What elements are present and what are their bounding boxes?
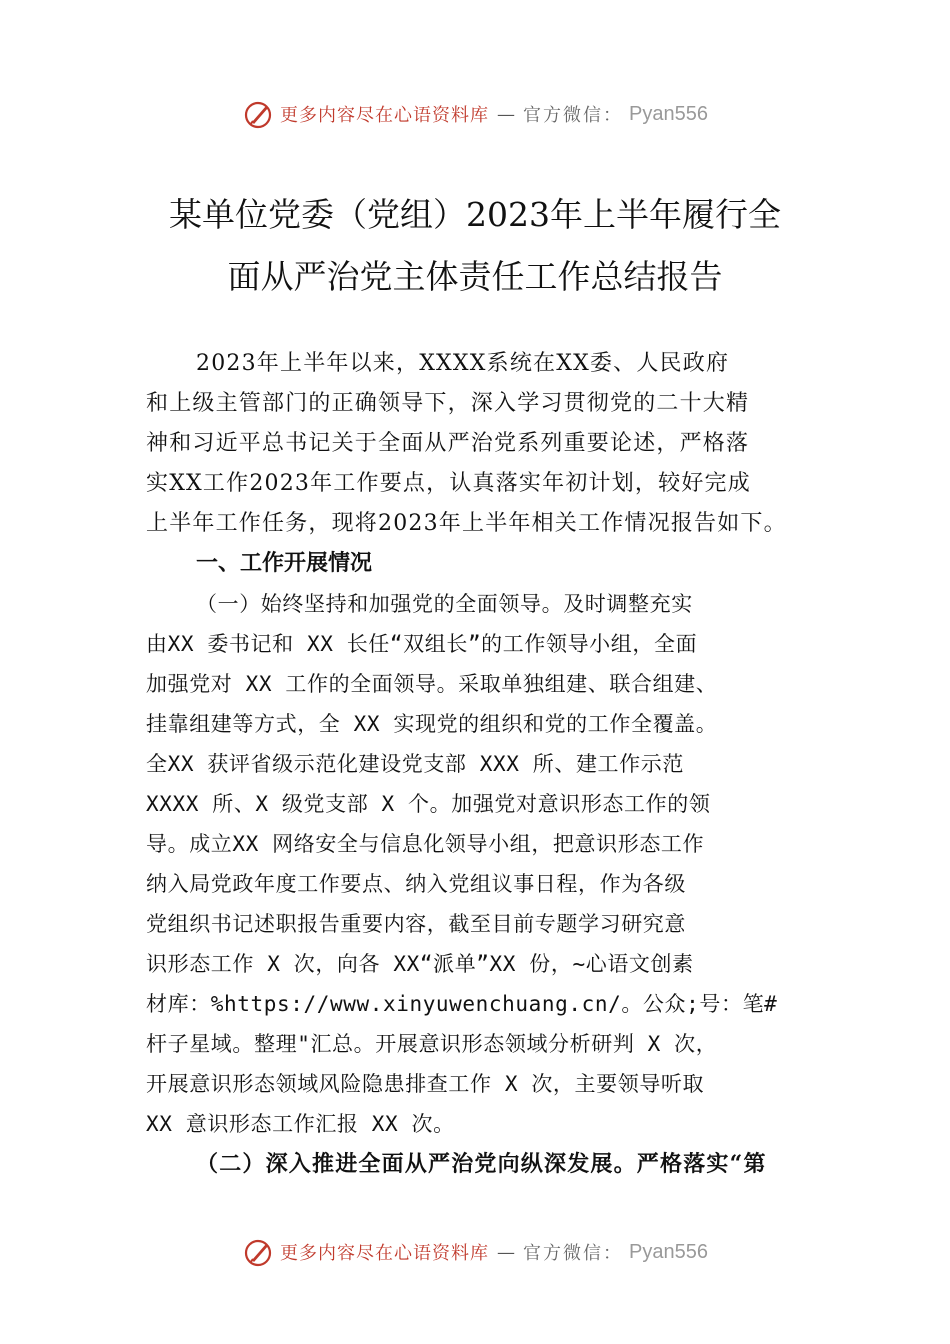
paragraph-line: XX 意识形态工作汇报 XX 次。	[146, 1112, 455, 1136]
intro-line: 神和习近平总书记关于全面从严治党系列重要论述，严格落	[146, 431, 750, 456]
banner-wechat-label: 官方微信：	[523, 1243, 624, 1264]
intro-line: 2023年上半年以来，XXXX系统在XX委、人民政府	[196, 351, 730, 376]
quill-seal-logo-icon	[242, 1236, 274, 1268]
footer-banner	[0, 1232, 950, 1272]
paragraph-line: 加强党对 XX 工作的全面领导。采取单独组建、联合组建、	[146, 672, 718, 696]
banner-dash: —	[497, 1241, 516, 1263]
intro-line: 和上级主管部门的正确领导下，深入学习贯彻党的二十大精	[146, 391, 750, 416]
paragraph-line: XXXX 所、X 级党支部 X 个。加强党对意识形态工作的领	[146, 792, 711, 816]
intro-line: 实XX工作2023年工作要点，认真落实年初计划，较好完成	[146, 471, 751, 496]
paragraph-line: 材库：%https://www.xinyuwenchuang.cn/。公众;号：笔#	[146, 992, 778, 1016]
banner-main-text: 更多内容尽在心语资料库	[280, 1243, 490, 1264]
document-body	[146, 344, 816, 1184]
subsection-line: （二）深入推进全面从严治党向纵深发展。严格落实“第	[196, 1151, 767, 1177]
paragraph-line: 开展意识形态领域风险隐患排查工作 X 次，主要领导听取	[146, 1072, 705, 1096]
banner-wechat-id: Pyan556	[629, 1240, 708, 1263]
title-line: 面从严治党主体责任工作总结报告	[227, 257, 723, 296]
section-heading: 一、工作开展情况	[196, 551, 373, 576]
paragraph-line: （一）始终坚持和加强党的全面领导。及时调整充实	[196, 592, 693, 616]
document-title	[100, 184, 850, 308]
banner-main-text: 更多内容尽在心语资料库	[280, 105, 490, 126]
paragraph-line: 党组织书记述职报告重要内容，截至目前专题学习研究意	[146, 912, 686, 936]
paragraph-line: 纳入局党政年度工作要点、纳入党组议事日程，作为各级	[146, 872, 686, 896]
banner-wechat-label: 官方微信：	[523, 105, 624, 126]
quill-seal-logo-icon	[242, 98, 274, 130]
banner-dash: —	[497, 103, 516, 125]
banner-wechat-id: Pyan556	[629, 102, 708, 125]
paragraph-line: 挂靠组建等方式，全 XX 实现党的组织和党的工作全覆盖。	[146, 712, 718, 736]
paragraph-line: 导。成立XX 网络安全与信息化领导小组，把意识形态工作	[146, 832, 705, 856]
paragraph-line: 全XX 获评省级示范化建设党支部 XXX 所、建工作示范	[146, 752, 684, 776]
title-line: 某单位党委（党组）2023年上半年履行全	[169, 195, 781, 234]
paragraph-line: 识形态工作 X 次，向各 XX“派单”XX 份，~心语文创素	[146, 952, 694, 976]
header-banner	[0, 94, 950, 134]
intro-line: 上半年工作任务，现将2023年上半年相关工作情况报告如下。	[146, 511, 787, 536]
paragraph-line: 由XX 委书记和 XX 长任“双组长”的工作领导小组，全面	[146, 632, 698, 656]
paragraph-line: 杆子星域。整理"汇总。开展意识形态领域分析研判 X 次，	[146, 1032, 718, 1056]
